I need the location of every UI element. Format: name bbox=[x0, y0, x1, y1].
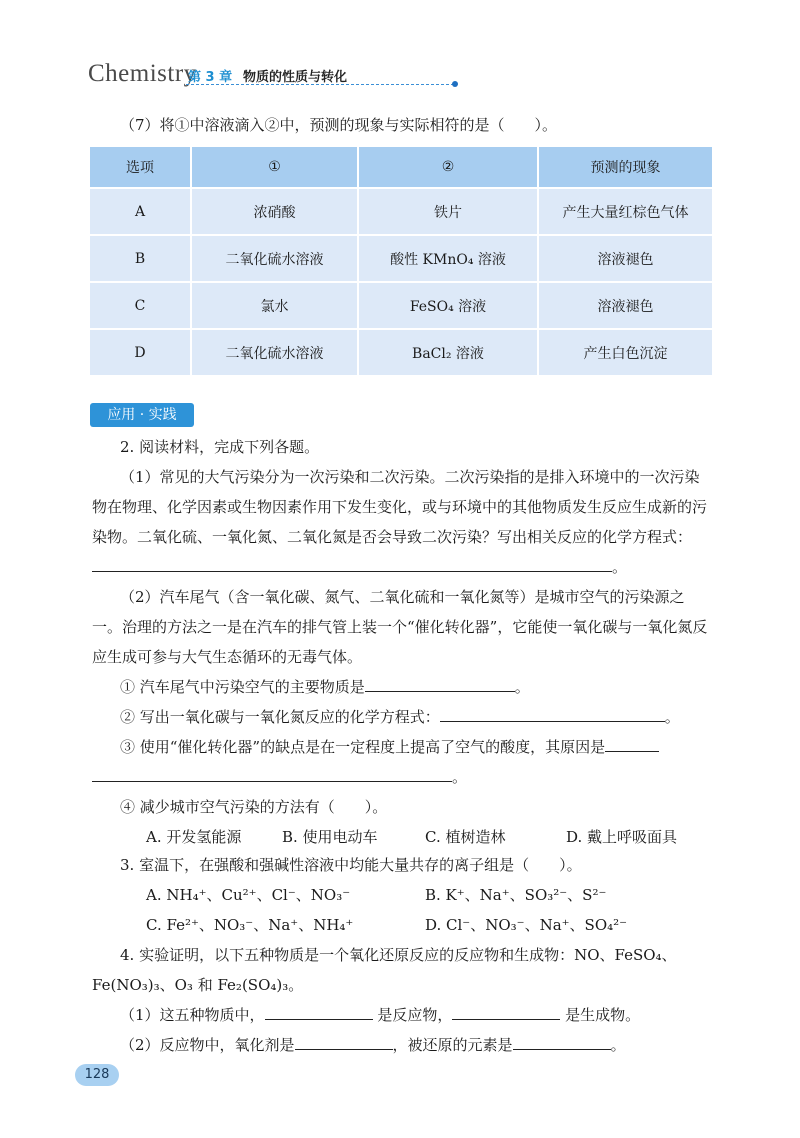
table-cell: C bbox=[90, 282, 191, 329]
table-cell: D bbox=[90, 329, 191, 375]
table-row bbox=[90, 282, 712, 329]
question-2-sub-4: ④ 减少城市空气污染的方法有（ ）。 bbox=[120, 798, 388, 816]
question-2-part-1: （1）常见的大气污染分为一次污染和二次污染。二次污染指的是排入环境中的一次污染物在物理、化学因素或生物因素作用下发生变化，或与环境中的其他物质发生反应生成新的污染物。二氧化硫、一氧化氮、二氧化氮是否会导致二次污染？写出相关反应的化学方程式：。 bbox=[92, 468, 708, 576]
question-7: （7）将①中溶液滴入②中，预测的现象与实际相符的是（ ）。 bbox=[120, 116, 558, 134]
table-cell: A bbox=[90, 188, 191, 235]
book-brand: Chemistry bbox=[88, 60, 197, 87]
answer-blank[interactable] bbox=[265, 1001, 373, 1020]
question-2-sub-3-text: ③ 使用“催化转化器”的缺点是在一定程度上提高了空气的酸度，其原因是 bbox=[120, 738, 606, 756]
question-4-part-2-text-a: （2）反应物中，氧化剂是 bbox=[120, 1036, 295, 1054]
question-3: 3. 室温下，在强酸和强碱性溶液中均能大量共存的离子组是（ ）。 bbox=[120, 856, 582, 874]
q3-option-a: A. NH₄⁺、Cu²⁺、Cl⁻、NO₃⁻ bbox=[146, 886, 351, 904]
page-header bbox=[88, 60, 378, 90]
table-cell: 铁片 bbox=[358, 188, 538, 235]
answer-blank[interactable] bbox=[605, 733, 659, 752]
table-cell: 二氧化硫水溶液 bbox=[191, 235, 358, 282]
table-cell: 二氧化硫水溶液 bbox=[191, 329, 358, 375]
section-badge: 应用 · 实践 bbox=[90, 403, 194, 427]
options-table bbox=[90, 147, 712, 375]
table-cell: FeSO₄ 溶液 bbox=[358, 282, 538, 329]
table-cell: 酸性 KMnO₄ 溶液 bbox=[358, 235, 538, 282]
question-4-stem: 4. 实验证明，以下五种物质是一个氧化还原反应的反应物和生成物：NO、FeSO₄、Fe(NO₃)₃、O₃ 和 Fe₂(SO₄)₃。 bbox=[92, 946, 677, 994]
q3-option-b: B. K⁺、Na⁺、SO₃²⁻、S²⁻ bbox=[425, 886, 607, 904]
header-rule bbox=[186, 84, 454, 85]
page-number: 128 bbox=[75, 1064, 119, 1086]
table-cell: BaCl₂ 溶液 bbox=[358, 329, 538, 375]
question-2-sub-1: ① 汽车尾气中污染空气的主要物质是 。 bbox=[120, 672, 530, 702]
header-dot-icon bbox=[452, 81, 458, 87]
question-4-part-2-text-b: ，被还原的元素是 bbox=[392, 1036, 513, 1054]
question-2-part-2: （2）汽车尾气（含一氧化碳、氮气、二氧化硫和一氧化氮等）是城市空气的污染源之一。治理的方法之一是在汽车的排气管上装一个“催化转化器”，它能使一氧化碳与一氧化氮反应生成可参与大气生态循环的无毒气体。 bbox=[92, 588, 708, 666]
question-4-part-2: （2）反应物中，氧化剂是 ，被还原的元素是 。 bbox=[120, 1030, 626, 1060]
question-2-sub-3-continued: 。 bbox=[92, 762, 467, 792]
answer-blank[interactable] bbox=[513, 1031, 611, 1050]
question-2-sub-3 bbox=[120, 732, 659, 762]
q2-option-a: A. 开发氢能源 bbox=[146, 828, 242, 846]
q2-option-b: B. 使用电动车 bbox=[282, 828, 378, 846]
answer-blank[interactable] bbox=[92, 763, 452, 782]
answer-blank[interactable] bbox=[92, 553, 612, 572]
table-row bbox=[90, 235, 712, 282]
question-2-sub-1-text: ① 汽车尾气中污染空气的主要物质是 bbox=[120, 678, 365, 696]
answer-blank[interactable] bbox=[452, 1001, 560, 1020]
table-row bbox=[90, 329, 712, 375]
table-cell: 产生大量红棕色气体 bbox=[538, 188, 712, 235]
table-header: ② bbox=[358, 147, 538, 188]
question-4-part-1-text-c: 是生成物。 bbox=[565, 1006, 641, 1024]
table-cell: 溶液褪色 bbox=[538, 282, 712, 329]
answer-blank[interactable] bbox=[440, 703, 665, 722]
table-header: ① bbox=[191, 147, 358, 188]
question-2-sub-2: ② 写出一氧化碳与一氧化氮反应的化学方程式： 。 bbox=[120, 702, 680, 732]
chapter-title: 物质的性质与转化 bbox=[243, 70, 348, 85]
table-header: 选项 bbox=[90, 147, 191, 188]
answer-blank[interactable] bbox=[365, 673, 515, 692]
table-cell: 氯水 bbox=[191, 282, 358, 329]
q2-option-d: D. 戴上呼吸面具 bbox=[566, 828, 678, 846]
chapter-number: 第 3 章 bbox=[188, 70, 233, 85]
table-header-row bbox=[90, 147, 712, 188]
table-row bbox=[90, 188, 712, 235]
question-4-part-1-text-b: 是反应物， bbox=[377, 1006, 453, 1024]
answer-blank[interactable] bbox=[295, 1031, 393, 1050]
table-cell: 浓硝酸 bbox=[191, 188, 358, 235]
q3-option-c: C. Fe²⁺、NO₃⁻、Na⁺、NH₄⁺ bbox=[146, 916, 354, 934]
question-2-intro: 2. 阅读材料，完成下列各题。 bbox=[120, 438, 320, 456]
q3-option-d: D. Cl⁻、NO₃⁻、Na⁺、SO₄²⁻ bbox=[425, 916, 628, 934]
question-2-sub-2-text: ② 写出一氧化碳与一氧化氮反应的化学方程式： bbox=[120, 708, 440, 726]
question-4-part-1-text-a: （1）这五种物质中， bbox=[120, 1006, 265, 1024]
table-cell: 产生白色沉淀 bbox=[538, 329, 712, 375]
table-header: 预测的现象 bbox=[538, 147, 712, 188]
question-4-part-1 bbox=[120, 1000, 640, 1030]
question-2-part-1-text: （1）常见的大气污染分为一次污染和二次污染。二次污染指的是排入环境中的一次污染物在物理、化学因素或生物因素作用下发生变化，或与环境中的其他物质发生反应生成新的污染物。二氧化硫、一氧化氮、二氧化氮是否会导致二次污染？写出相关反应的化学方程式： bbox=[92, 468, 708, 546]
table-cell: B bbox=[90, 235, 191, 282]
table-cell: 溶液褪色 bbox=[538, 235, 712, 282]
q2-option-c: C. 植树造林 bbox=[425, 828, 506, 846]
